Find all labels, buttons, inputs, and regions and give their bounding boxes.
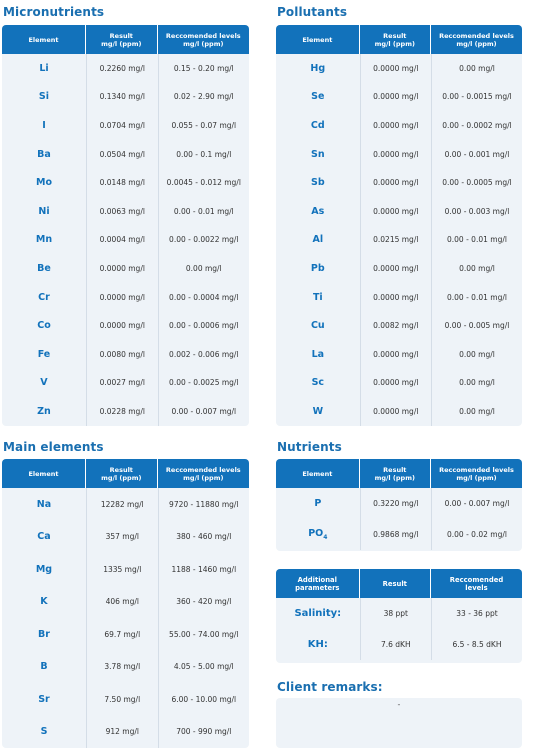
result-cell: 0.9868 mg/l <box>360 519 431 550</box>
result-cell: 0.0000 mg/l <box>86 254 158 283</box>
table-row <box>2 397 249 426</box>
recommended-cell: 0.00 - 0.1 mg/l <box>158 140 249 169</box>
recommended-cell: 0.00 mg/l <box>158 254 249 283</box>
pollutants-table <box>276 25 522 426</box>
element-cell: $PO_4$ <box>308 528 328 541</box>
result-cell: 7.6 dKH <box>360 629 431 660</box>
result-cell: 0.0228 mg/l <box>86 397 158 426</box>
table-row <box>276 283 522 312</box>
recommended-cell: 0.00 - 0.01 mg/l <box>431 226 522 255</box>
recommended-cell: 0.00 - 0.007 mg/l <box>431 488 522 519</box>
recommended-cell: 360 - 420 mg/l <box>158 586 249 619</box>
table-row <box>2 651 249 684</box>
result-cell: 0.0148 mg/l <box>86 168 158 197</box>
table-row <box>2 716 249 749</box>
result-cell: 0.0000 mg/l <box>360 168 431 197</box>
element-cell: I <box>42 119 46 131</box>
recommended-cell: 0.02 - 2.90 mg/l <box>158 83 249 112</box>
table-row <box>276 311 522 340</box>
element-cell: V <box>40 377 48 389</box>
pollutants-panel <box>276 25 522 426</box>
result-cell: 0.0000 mg/l <box>360 397 431 426</box>
element-cell: Sb <box>310 177 325 189</box>
result-cell: 38 ppt <box>360 598 431 629</box>
table-row <box>2 168 249 197</box>
recommended-cell: 0.00 - 0.005 mg/l <box>431 311 522 340</box>
additional-panel <box>276 569 522 663</box>
result-cell: 357 mg/l <box>86 521 158 554</box>
result-cell: 0.0000 mg/l <box>360 83 431 112</box>
col-header-result: Result <box>360 569 431 598</box>
table-row <box>276 54 522 83</box>
table-row <box>2 586 249 619</box>
result-cell: 0.0004 mg/l <box>86 226 158 255</box>
result-cell: 3.78 mg/l <box>86 651 158 684</box>
col-header-recommended: Reccomended levels mg/l (ppm) <box>158 459 249 488</box>
col-header-element: Element <box>2 25 86 54</box>
table-row <box>2 111 249 140</box>
client-remarks-title: Client remarks: <box>277 680 383 694</box>
element-cell: Mg <box>35 563 53 575</box>
result-cell: 0.0000 mg/l <box>360 340 431 369</box>
element-cell: Si <box>38 91 50 103</box>
table-row <box>2 618 249 651</box>
main-elements-panel <box>2 459 249 748</box>
table-row <box>2 311 249 340</box>
element-cell: La <box>311 348 325 360</box>
recommended-cell: 0.00 - 0.0004 mg/l <box>158 283 249 312</box>
table-row <box>2 340 249 369</box>
element-cell: Se <box>311 91 325 103</box>
element-cell: Ni <box>38 205 50 217</box>
element-cell: Br <box>38 628 50 640</box>
micronutrients-title: Micronutrients <box>3 5 105 19</box>
col-header-recommended: Reccomended levels mg/l (ppm) <box>431 459 522 488</box>
result-cell: 0.0000 mg/l <box>360 283 431 312</box>
recommended-cell: 0.00 mg/l <box>431 397 522 426</box>
recommended-cell: 0.00 mg/l <box>431 254 522 283</box>
element-cell: Sr <box>38 693 50 705</box>
col-header-result: Result mg/l (ppm) <box>360 459 431 488</box>
recommended-cell: 55.00 - 74.00 mg/l <box>158 618 249 651</box>
result-cell: 0.0000 mg/l <box>360 254 431 283</box>
recommended-cell: 0.00 - 0.007 mg/l <box>158 397 249 426</box>
header-row <box>2 25 249 54</box>
result-cell: 0.0000 mg/l <box>86 283 158 312</box>
recommended-cell: 0.00 - 0.01 mg/l <box>431 283 522 312</box>
table-row <box>2 488 249 521</box>
element-cell: Co <box>37 320 51 332</box>
element-cell: K <box>40 596 48 608</box>
table-row <box>2 197 249 226</box>
result-cell: 0.0704 mg/l <box>86 111 158 140</box>
table-row <box>2 553 249 586</box>
table-row <box>2 521 249 554</box>
result-cell: 0.0000 mg/l <box>86 311 158 340</box>
col-header-element: Element <box>276 25 360 54</box>
element-cell: Cd <box>310 119 325 131</box>
result-cell: 1335 mg/l <box>86 553 158 586</box>
result-cell: 0.0000 mg/l <box>360 369 431 398</box>
col-header-element: Element <box>276 459 360 488</box>
main-elements-table <box>2 459 249 748</box>
recommended-cell: 0.00 - 0.02 mg/l <box>431 519 522 550</box>
table-row <box>276 140 522 169</box>
element-cell: Ti <box>312 291 323 303</box>
recommended-cell: 0.00 mg/l <box>431 369 522 398</box>
table-row <box>2 140 249 169</box>
element-cell: Hg <box>310 62 326 74</box>
parameter-cell: Salinity: <box>294 608 342 619</box>
result-cell: 0.0000 mg/l <box>360 111 431 140</box>
result-cell: 7.50 mg/l <box>86 683 158 716</box>
element-cell: Sc <box>311 377 325 389</box>
table-row <box>276 340 522 369</box>
recommended-cell: 0.00 - 0.0006 mg/l <box>158 311 249 340</box>
recommended-cell: 0.00 - 0.001 mg/l <box>431 140 522 169</box>
element-cell: Mo <box>35 177 52 189</box>
element-cell: W <box>312 405 324 417</box>
table-row <box>2 54 249 83</box>
header-row <box>276 569 522 598</box>
additional-table <box>276 569 522 660</box>
table-row <box>2 369 249 398</box>
element-cell: P <box>314 498 322 509</box>
pollutants-title: Pollutants <box>277 5 348 19</box>
recommended-cell: 0.00 mg/l <box>431 54 522 83</box>
recommended-cell: 0.00 - 0.0015 mg/l <box>431 83 522 112</box>
element-cell: Sn <box>311 148 325 160</box>
result-cell: 0.0215 mg/l <box>360 226 431 255</box>
table-row <box>276 83 522 112</box>
result-cell: 0.0063 mg/l <box>86 197 158 226</box>
table-row <box>276 488 522 519</box>
element-cell: Ca <box>37 531 51 543</box>
main-elements-title: Main elements <box>3 440 104 454</box>
col-header-result: Result mg/l (ppm) <box>360 25 431 54</box>
result-cell: 0.3220 mg/l <box>360 488 431 519</box>
table-row <box>276 369 522 398</box>
recommended-cell: 700 - 990 mg/l <box>158 716 249 749</box>
recommended-cell: 33 - 36 ppt <box>431 598 522 629</box>
element-cell: Mn <box>35 234 53 246</box>
recommended-cell: 0.15 - 0.20 mg/l <box>158 54 249 83</box>
recommended-cell: 9720 - 11880 mg/l <box>158 488 249 521</box>
nutrients-table <box>276 459 522 550</box>
recommended-cell: 0.00 - 0.01 mg/l <box>158 197 249 226</box>
element-cell: S <box>40 726 48 738</box>
recommended-cell: 4.05 - 5.00 mg/l <box>158 651 249 684</box>
table-row <box>2 683 249 716</box>
result-cell: 0.0082 mg/l <box>360 311 431 340</box>
recommended-cell: 6.00 - 10.00 mg/l <box>158 683 249 716</box>
result-cell: 0.0504 mg/l <box>86 140 158 169</box>
result-cell: 912 mg/l <box>86 716 158 749</box>
nutrients-panel <box>276 459 522 551</box>
element-cell: Be <box>37 262 51 274</box>
result-cell: 0.2260 mg/l <box>86 54 158 83</box>
recommended-cell: 0.00 - 0.0002 mg/l <box>431 111 522 140</box>
recommended-cell: 0.0045 - 0.012 mg/l <box>158 168 249 197</box>
table-row <box>276 197 522 226</box>
recommended-cell: 0.00 mg/l <box>431 340 522 369</box>
col-header-recommended: Reccomended levels <box>431 569 522 598</box>
recommended-cell: 0.055 - 0.07 mg/l <box>158 111 249 140</box>
result-cell: 0.1340 mg/l <box>86 83 158 112</box>
table-row <box>276 111 522 140</box>
element-cell: Fe <box>37 348 51 360</box>
col-header-result: Result mg/l (ppm) <box>86 459 158 488</box>
recommended-cell: 0.00 - 0.0005 mg/l <box>431 168 522 197</box>
element-subscript: 4 <box>323 533 328 541</box>
nutrients-title: Nutrients <box>277 440 342 454</box>
element-cell: B <box>40 661 48 673</box>
table-row <box>276 254 522 283</box>
element-cell: Cr <box>38 291 50 303</box>
client-remarks-text: - <box>397 700 401 709</box>
table-row <box>2 254 249 283</box>
recommended-cell: 0.00 - 0.0022 mg/l <box>158 226 249 255</box>
element-cell: Ba <box>37 148 51 160</box>
col-header-recommended: Reccomended levels mg/l (ppm) <box>158 25 249 54</box>
header-row <box>276 459 522 488</box>
recommended-cell: 380 - 460 mg/l <box>158 521 249 554</box>
table-row <box>276 519 522 550</box>
parameter-cell: KH: <box>307 639 328 650</box>
table-row <box>2 226 249 255</box>
col-header-result: Result mg/l (ppm) <box>86 25 158 54</box>
recommended-cell: 1188 - 1460 mg/l <box>158 553 249 586</box>
recommended-cell: 0.002 - 0.006 mg/l <box>158 340 249 369</box>
result-cell: 69.7 mg/l <box>86 618 158 651</box>
result-cell: 0.0000 mg/l <box>360 54 431 83</box>
table-row <box>2 283 249 312</box>
table-row <box>276 226 522 255</box>
element-cell: As <box>311 205 325 217</box>
element-cell: Li <box>39 62 49 74</box>
result-cell: 0.0000 mg/l <box>360 140 431 169</box>
result-cell: 0.0080 mg/l <box>86 340 158 369</box>
recommended-cell: 6.5 - 8.5 dKH <box>431 629 522 660</box>
micronutrients-table <box>2 25 249 426</box>
element-cell: Cu <box>310 320 325 332</box>
result-cell: 12282 mg/l <box>86 488 158 521</box>
result-cell: 0.0000 mg/l <box>360 197 431 226</box>
header-row <box>276 25 522 54</box>
element-cell: Pb <box>310 262 325 274</box>
table-row <box>2 83 249 112</box>
recommended-cell: 0.00 - 0.0025 mg/l <box>158 369 249 398</box>
result-cell: 0.0027 mg/l <box>86 369 158 398</box>
micronutrients-panel <box>2 25 249 426</box>
col-header-element: Element <box>2 459 86 488</box>
table-row <box>276 397 522 426</box>
table-row <box>276 168 522 197</box>
client-remarks-box <box>276 698 522 748</box>
element-cell: Zn <box>37 405 51 417</box>
col-header-element: Additional parameters <box>276 569 360 598</box>
result-cell: 406 mg/l <box>86 586 158 619</box>
element-cell: Na <box>36 498 52 510</box>
element-cell: Al <box>312 234 324 246</box>
recommended-cell: 0.00 - 0.003 mg/l <box>431 197 522 226</box>
table-row <box>276 598 522 629</box>
col-header-recommended: Reccomended levels mg/l (ppm) <box>431 25 522 54</box>
header-row <box>2 459 249 488</box>
table-row <box>276 629 522 660</box>
